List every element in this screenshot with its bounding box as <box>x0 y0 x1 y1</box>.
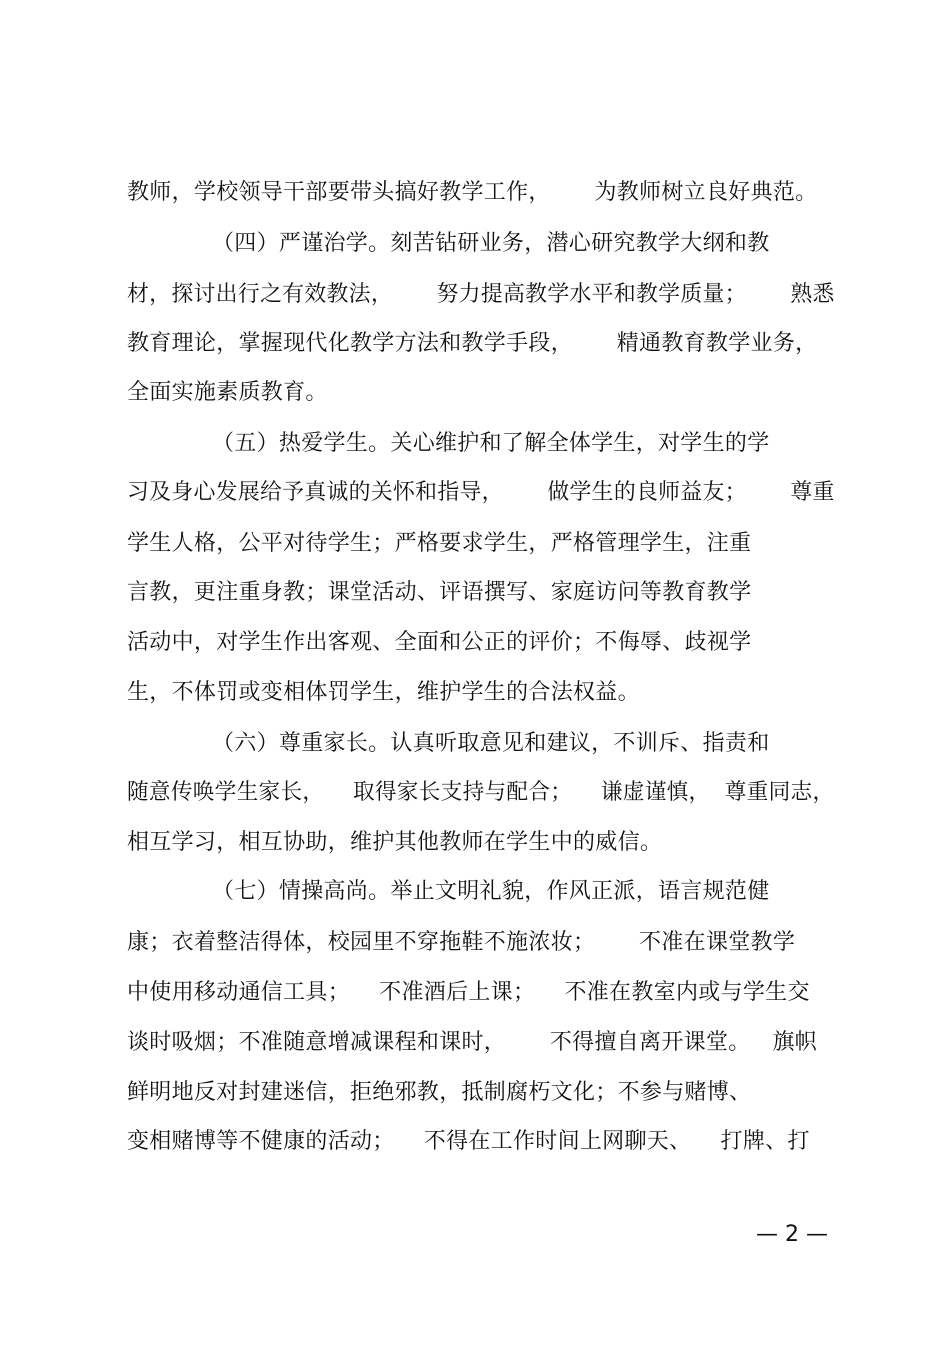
text-line-3: 材，探讨出行之有效教法， 努力提高教学水平和教学质量； 熟悉 <box>127 282 835 307</box>
text-line-11: 生，不体罚或变相体罚学生，维护学生的合法权益。 <box>127 680 640 705</box>
text-line-1: 教师，学校领导干部要带头搞好教学工作， 为教师树立良好典范。 <box>127 180 818 205</box>
text-line-20: 变相赌博等不健康的活动； 不得在工作时间上网聊天、 打牌、打 <box>127 1129 810 1154</box>
text-line-13: 随意传唤学生家长， 取得家长支持与配合； 谦虚谨慎， 尊重同志， <box>127 780 835 805</box>
text-line-9: 言教，更注重身教；课堂活动、评语撰写、家庭访问等教育教学 <box>127 580 752 605</box>
text-line-16: 康；衣着整洁得体，校园里不穿拖鞋不施浓妆； 不准在课堂教学 <box>127 930 796 955</box>
page-number: — 2 — <box>756 1222 828 1247</box>
text-line-7: 习及身心发展给予真诚的关怀和指导， 做学生的良师益友； 尊重 <box>127 480 835 505</box>
text-line-12: （六）尊重家长。认真听取意见和建议，不训斥、指责和 <box>212 731 770 756</box>
text-line-4: 教育理论，掌握现代化教学方法和教学手段， 精通教育教学业务， <box>127 331 818 356</box>
text-line-8: 学生人格，公平对待学生；严格要求学生，严格管理学生，注重 <box>127 531 752 556</box>
text-line-2: （四）严谨治学。刻苦钻研业务，潜心研究教学大纲和教 <box>212 231 770 256</box>
text-line-15: （七）情操高尚。举止文明礼貌，作风正派，语言规范健 <box>212 879 770 904</box>
text-line-10: 活动中，对学生作出客观、全面和公正的评价；不侮辱、歧视学 <box>127 630 752 655</box>
text-line-6: （五）热爱学生。关心维护和了解全体学生，对学生的学 <box>212 431 770 456</box>
text-line-17: 中使用移动通信工具； 不准酒后上课； 不准在教室内或与学生交 <box>127 980 810 1005</box>
text-line-5: 全面实施素质教育。 <box>127 380 328 405</box>
text-line-19: 鲜明地反对封建迷信，拒绝邪教，抵制腐朽文化；不参与赌博、 <box>127 1080 752 1105</box>
text-line-14: 相互学习，相互协助，维护其他教师在学生中的威信。 <box>127 830 663 855</box>
text-line-18: 谈时吸烟；不准随意增减课程和课时， 不得擅自离开课堂。 旗帜 <box>127 1030 818 1055</box>
